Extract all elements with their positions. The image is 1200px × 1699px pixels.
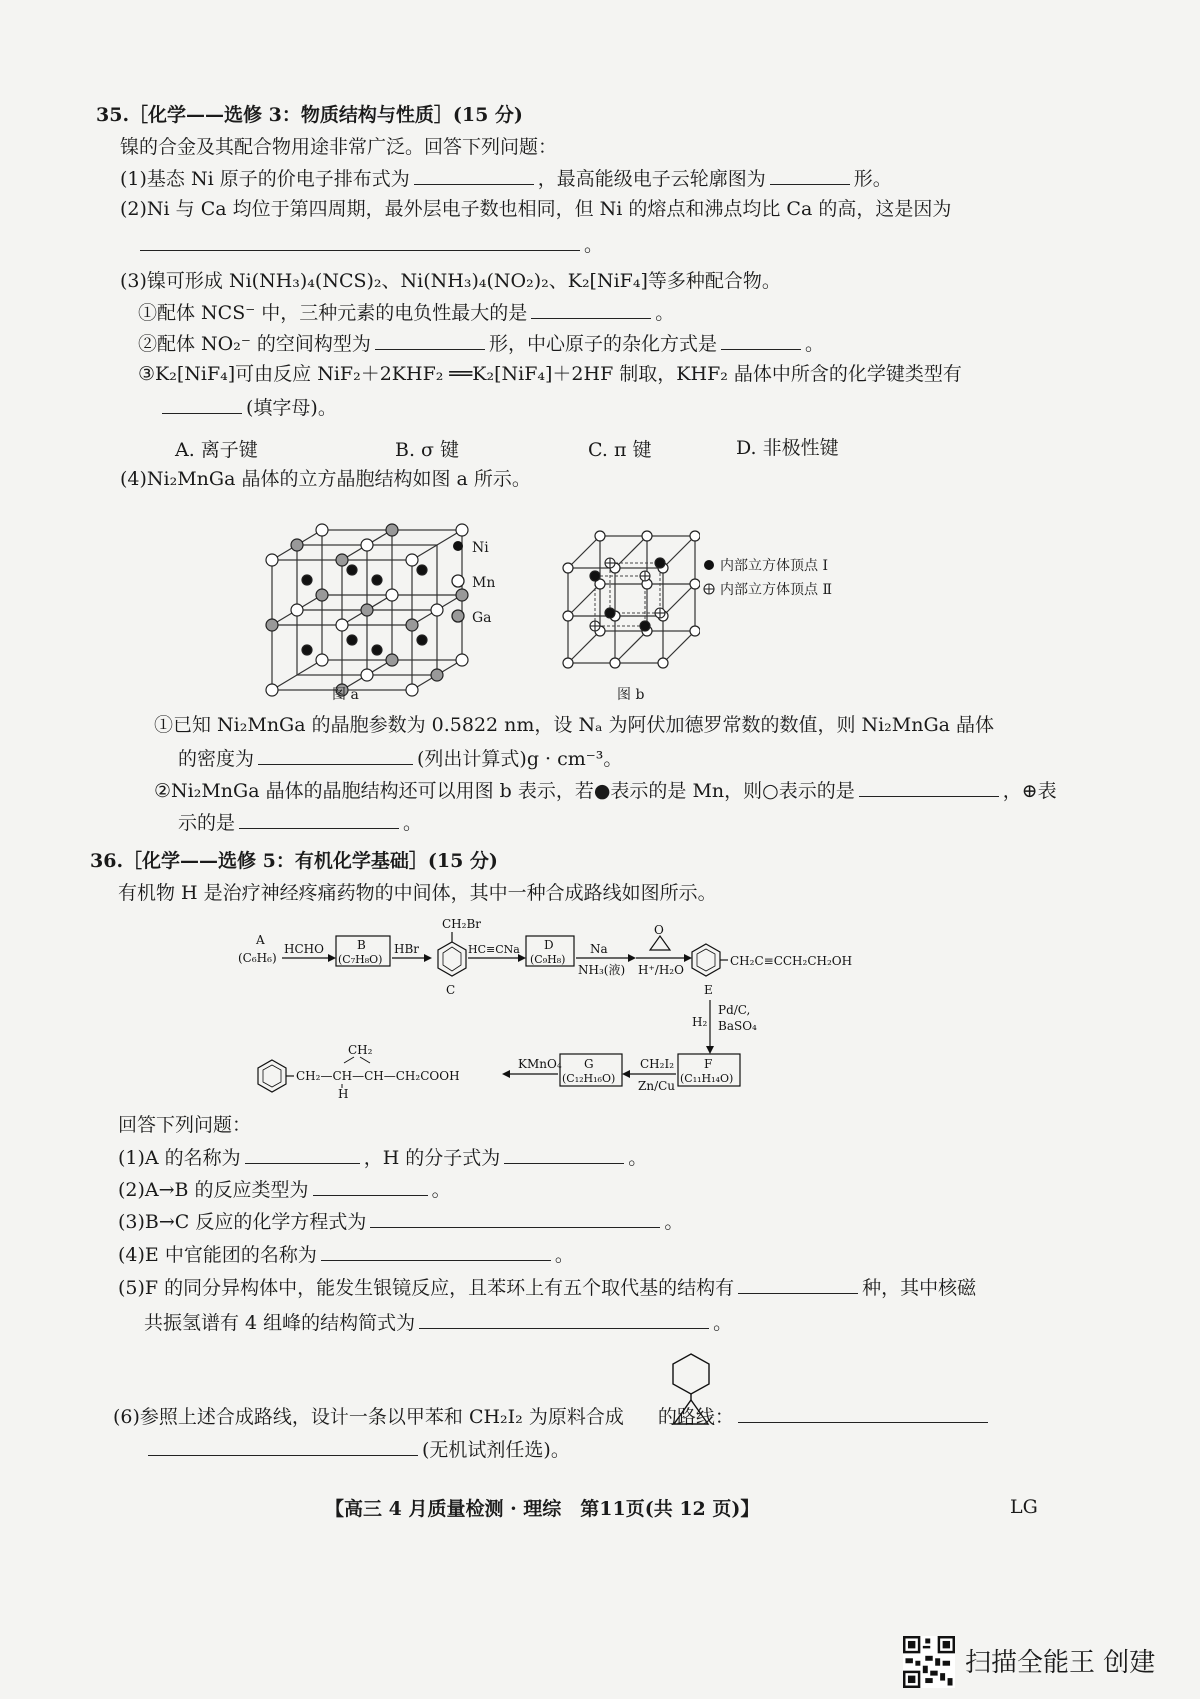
answer-blank[interactable]: [738, 1404, 988, 1423]
q35-p1-text-b: ，最高能级电子云轮廓图为: [537, 168, 766, 190]
q36-p4-end: 。: [554, 1244, 574, 1266]
q36-p5-text-a: (5)F 的同分异构体中，能发生银镜反应，且苯环上有五个取代基的结构有: [118, 1277, 735, 1299]
scanner-watermark: 扫描全能王 创建: [965, 1648, 1156, 1678]
scheme-b-formula: (C₇H₈O): [338, 953, 383, 966]
q36-p6-text-b: 的路线：: [657, 1406, 734, 1428]
scheme-r6a: Pd/C,: [718, 1003, 751, 1017]
q35-part3: (3)镍可形成 Ni(NH₃)₄(NCS)₂、Ni(NH₃)₄(NO₂)₂、K₂[NiF₄]等多种配合物。: [120, 270, 781, 292]
q35-p3-1-end: 。: [655, 302, 675, 324]
q36-p1-text-b: ，H 的分子式为: [363, 1147, 501, 1169]
q35-part3-3b: [158, 395, 337, 420]
q35-p4-1-text-c: (列出计算式)g · cm⁻³。: [417, 748, 623, 770]
scheme-h-bottom: H: [338, 1087, 349, 1098]
answer-blank[interactable]: [770, 166, 850, 185]
scheme-f-formula: (C₁₁H₁₄O): [680, 1072, 734, 1085]
scheme-r4b: NH₃(液): [578, 963, 626, 977]
scheme-e-chain: CH₂C≡CCH₂CH₂OH: [730, 954, 853, 968]
footer-code: LG: [1010, 1496, 1038, 1518]
q35-part1: [120, 166, 892, 191]
q35-part4-2b: [178, 810, 422, 835]
scheme-e-label: E: [704, 983, 713, 997]
q35-p4-2-text-c: 示的是: [178, 812, 236, 834]
answer-blank[interactable]: [140, 232, 580, 251]
figure-b-caption: 图 b: [617, 687, 645, 703]
q35-part4-1b: [178, 746, 622, 771]
option-a: A. 离子键: [175, 439, 258, 461]
scheme-g-formula: (C₁₂H₁₆O): [562, 1072, 616, 1085]
scheme-r4a: Na: [590, 942, 608, 956]
scheme-a-label: A: [256, 933, 265, 947]
q36-p2-text: (2)A→B 的反应类型为: [118, 1179, 309, 1201]
q36-p5-end: 。: [713, 1312, 733, 1334]
legend-ni: Ni: [472, 540, 489, 556]
q36-ask: 回答下列问题：: [118, 1114, 252, 1136]
legend-vertex-2: 内部立方体顶点 Ⅱ: [720, 582, 832, 598]
q36-part1: [118, 1145, 647, 1170]
q35-p4-2-end: 。: [403, 812, 423, 834]
q35-part2: (2)Ni 与 Ca 均位于第四周期，最外层电子数也相同，但 Ni 的熔点和沸点均比 Ca 的高，这是因为: [120, 198, 952, 220]
scheme-r6b: BaSO₄: [718, 1019, 757, 1033]
q35-p3-2-text-a: ②配体 NO₂⁻ 的空间构型为: [138, 333, 371, 355]
legend-mn: Mn: [472, 575, 496, 591]
q35-part3-2: [138, 331, 824, 356]
figure-a-legend-marks: [448, 536, 468, 626]
q36-p5-text-b: 种，其中核磁: [862, 1277, 977, 1299]
q35-part3-1: [138, 300, 674, 325]
scheme-h-chain: CH₂—CH—CH—CH₂COOH: [296, 1069, 460, 1083]
answer-blank[interactable]: [859, 778, 999, 797]
q35-p2-end: 。: [584, 234, 604, 256]
answer-blank[interactable]: [321, 1242, 551, 1261]
q36-p6-text-c: (无机试剂任选)。: [422, 1439, 570, 1461]
q36-p4-text: (4)E 中官能团的名称为: [118, 1244, 317, 1266]
q36-part5b: [144, 1310, 732, 1335]
answer-blank[interactable]: [738, 1275, 858, 1294]
q35-p3-2-end: 。: [804, 333, 824, 355]
q36-p3-text: (3)B→C 反应的化学方程式为: [118, 1211, 367, 1233]
q35-p3-2-text-b: 形，中心原子的杂化方式是: [488, 333, 717, 355]
scheme-c-label: C: [446, 983, 456, 997]
answer-blank[interactable]: [419, 1310, 709, 1329]
q35-p4-2-text-b: ，⊕表: [1002, 780, 1057, 802]
scheme-r7a: CH₂I₂: [640, 1057, 675, 1071]
q35-part4: (4)Ni₂MnGa 晶体的立方晶胞结构如图 a 所示。: [120, 468, 531, 490]
option-b: B. σ 键: [395, 439, 460, 461]
legend-ga: Ga: [472, 610, 492, 626]
q36-title: 36.［化学——选修 5：有机化学基础］(15 分): [90, 850, 498, 872]
option-d: D. 非极性键: [736, 437, 839, 459]
scheme-f-label: F: [704, 1057, 713, 1071]
scheme-g-label: G: [584, 1057, 594, 1071]
q36-part6b: [144, 1437, 570, 1462]
scheme-r3: HC≡CNa: [468, 943, 520, 956]
scheme-epoxide-o: O: [654, 923, 664, 937]
scheme-b-label: B: [357, 938, 366, 952]
answer-blank[interactable]: [531, 300, 651, 319]
qr-code-icon: [903, 1636, 955, 1688]
answer-blank[interactable]: [313, 1177, 428, 1196]
answer-blank[interactable]: [414, 166, 534, 185]
figure-a-caption: 图 a: [332, 687, 359, 703]
q36-part5: [118, 1275, 976, 1300]
answer-blank[interactable]: [239, 810, 399, 829]
synthesis-scheme: [220, 918, 920, 1098]
q35-part3-3: ③K₂[NiF₄]可由反应 NiF₂＋2KHF₂ ══K₂[NiF₄]＋2HF 制取，KHF₂ 晶体中所含的化学键类型有: [138, 363, 962, 385]
q36-intro: 有机物 H 是治疗神经疼痛药物的中间体，其中一种合成路线如图所示。: [118, 882, 717, 904]
q36-p3-end: 。: [664, 1211, 684, 1233]
scheme-r1: HCHO: [284, 942, 324, 956]
legend-vertex-1: 内部立方体顶点 Ⅰ: [720, 558, 828, 574]
q35-part4-1: ①已知 Ni₂MnGa 的晶胞参数为 0.5822 nm，设 Nₐ 为阿伏加德罗常数的数值，则 Ni₂MnGa 晶体: [154, 714, 995, 736]
q35-title: 35.［化学——选修 3：物质结构与性质］(15 分): [96, 104, 523, 126]
answer-blank[interactable]: [162, 395, 242, 414]
q36-p6-text-a: (6)参照上述合成路线，设计一条以甲苯和 CH₂I₂ 为原料合成: [113, 1406, 624, 1428]
answer-blank[interactable]: [375, 331, 485, 350]
figure-b-crystal: [560, 528, 700, 678]
q36-p5-text-c: 共振氢谱有 4 组峰的结构简式为: [144, 1312, 416, 1334]
scheme-d-label: D: [544, 938, 554, 952]
answer-blank[interactable]: [148, 1437, 418, 1456]
q35-intro: 镍的合金及其配合物用途非常广泛。回答下列问题：: [120, 136, 558, 158]
q36-p1-end: 。: [628, 1147, 648, 1169]
answer-blank[interactable]: [258, 746, 413, 765]
option-c: C. π 键: [588, 439, 652, 461]
scheme-c-top: CH₂Br: [442, 918, 482, 931]
page-footer: 【高三 4 月质量检测 · 理综 第11页(共 12 页)】: [325, 1498, 760, 1520]
scheme-a-formula: (C₆H₆): [238, 951, 277, 965]
answer-blank[interactable]: [245, 1145, 360, 1164]
scheme-r5b: H⁺/H₂O: [638, 963, 684, 977]
q35-p4-2-text-a: ②Ni₂MnGa 晶体的晶胞结构还可以用图 b 表示，若●表示的是 Mn，则○表示的是: [154, 780, 855, 802]
scheme-r8: KMnO₄: [518, 1057, 562, 1071]
q35-p1-text-a: (1)基态 Ni 原子的价电子排布式为: [120, 168, 410, 190]
scheme-h-top: CH₂: [348, 1043, 373, 1057]
answer-blank[interactable]: [504, 1145, 624, 1164]
q36-part3: [118, 1209, 683, 1234]
q35-p3-3-text-b: (填字母)。: [246, 397, 337, 419]
q35-p3-1-text: ①配体 NCS⁻ 中，三种元素的电负性最大的是: [138, 302, 528, 324]
q35-p4-1-text-b: 的密度为: [178, 748, 255, 770]
q35-part2-answer: [136, 232, 603, 257]
q35-part4-2: [154, 778, 1057, 803]
scheme-r7b: Zn/Cu: [638, 1079, 676, 1093]
answer-blank[interactable]: [721, 331, 801, 350]
q35-p1-text-c: 形。: [853, 168, 892, 190]
scheme-d-formula: (C₉H₈): [530, 953, 566, 966]
q36-part4: [118, 1242, 574, 1267]
scheme-r6h: H₂: [692, 1015, 708, 1029]
q36-part6: [113, 1404, 992, 1429]
scheme-r2: HBr: [394, 942, 420, 956]
q36-p1-text-a: (1)A 的名称为: [118, 1147, 241, 1169]
q36-part2: [118, 1177, 451, 1202]
figure-b-legend-marks: [700, 556, 718, 601]
q36-p2-end: 。: [431, 1179, 451, 1201]
answer-blank[interactable]: [370, 1209, 660, 1228]
